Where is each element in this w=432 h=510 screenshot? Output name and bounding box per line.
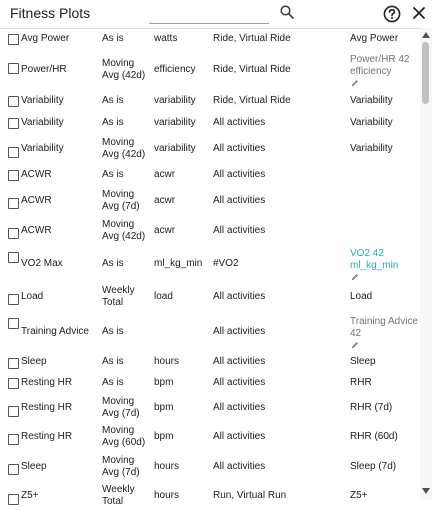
plot-label: Sleep (7d): [350, 461, 397, 472]
plot-label: RHR (60d): [350, 431, 398, 442]
plot-name: Power/HR: [21, 64, 67, 75]
plot-unit: acwr: [154, 169, 176, 180]
plot-row: [0, 482, 420, 510]
row-checkbox[interactable]: [8, 96, 19, 107]
plot-name: Variability: [21, 143, 64, 154]
plot-unit: variability: [154, 117, 196, 128]
plot-activities: All activities: [213, 377, 266, 388]
row-checkbox[interactable]: [8, 294, 19, 305]
row-checkbox[interactable]: [8, 198, 19, 209]
row-checkbox[interactable]: [8, 228, 19, 239]
plot-label: Power/HR 42 efficiency: [350, 54, 410, 77]
plot-row: [0, 134, 420, 164]
plot-label: Training Advice 42: [350, 316, 418, 339]
plot-activities: Ride, Virtual Ride: [213, 95, 291, 106]
plot-row: [0, 186, 420, 216]
plot-row: [0, 164, 420, 186]
plot-name: VO2 Max: [21, 258, 63, 269]
plot-unit: variability: [154, 95, 196, 106]
search-icon[interactable]: [279, 4, 295, 20]
plot-row: [0, 312, 420, 352]
plot-unit: acwr: [154, 225, 176, 236]
row-checkbox[interactable]: [8, 63, 19, 74]
plot-method: As is: [102, 258, 124, 269]
row-checkbox[interactable]: [8, 34, 19, 45]
plot-method: As is: [102, 356, 124, 367]
plot-unit: efficiency: [154, 64, 196, 75]
plot-row: [0, 422, 420, 452]
plot-activities: All activities: [213, 326, 266, 337]
pencil-icon[interactable]: [351, 273, 359, 281]
plot-method: Moving Avg (7d): [102, 455, 140, 478]
plot-method: As is: [102, 33, 124, 44]
plot-row: [0, 28, 420, 50]
plot-label: RHR (7d): [350, 402, 393, 413]
plot-label[interactable]: VO2 42 ml_kg_min: [350, 248, 399, 271]
plot-activities: All activities: [213, 225, 266, 236]
plot-activities: All activities: [213, 431, 266, 442]
plot-method: Moving Avg (42d): [102, 219, 146, 242]
plot-method: Moving Avg (42d): [102, 137, 146, 160]
plot-name: Variability: [21, 95, 64, 106]
close-icon[interactable]: [411, 5, 427, 21]
plot-name: Z5+: [21, 490, 39, 501]
plot-label: Variability: [350, 117, 393, 128]
plot-method: As is: [102, 95, 124, 106]
pencil-icon[interactable]: [351, 79, 359, 87]
plot-label: Load: [350, 291, 373, 302]
plot-activities: Ride, Virtual Ride: [213, 33, 291, 44]
plot-activities: All activities: [213, 143, 266, 154]
row-checkbox[interactable]: [8, 378, 19, 389]
row-checkbox[interactable]: [8, 464, 19, 475]
plot-name: Avg Power: [21, 33, 70, 44]
search-input[interactable]: [149, 23, 269, 24]
row-checkbox[interactable]: [8, 147, 19, 158]
plot-row: [0, 246, 420, 282]
plot-unit: bpm: [154, 431, 174, 442]
row-checkbox[interactable]: [8, 358, 19, 369]
plot-unit: load: [154, 291, 173, 302]
plot-row: [0, 452, 420, 482]
plot-unit: bpm: [154, 377, 174, 388]
plot-activities: All activities: [213, 356, 266, 367]
plot-unit: watts: [154, 33, 178, 44]
plot-row: [0, 352, 420, 372]
dialog-title: Fitness Plots: [10, 5, 91, 21]
plot-label: Z5+: [350, 490, 368, 501]
plot-name: Load: [21, 291, 44, 302]
plot-activities: #VO2: [213, 258, 239, 269]
pencil-icon[interactable]: [351, 341, 359, 349]
help-circle-icon[interactable]: [383, 5, 401, 23]
plot-method: As is: [102, 377, 124, 388]
plot-method: As is: [102, 169, 124, 180]
plot-name: Sleep: [21, 356, 47, 367]
plot-method: Moving Avg (60d): [102, 425, 146, 448]
plot-method: Weekly Total: [102, 285, 135, 308]
row-checkbox[interactable]: [8, 118, 19, 129]
plot-name: Resting HR: [21, 431, 73, 442]
plot-method: Moving Avg (7d): [102, 189, 140, 212]
plot-name: ACWR: [21, 169, 52, 180]
plot-activities: All activities: [213, 461, 266, 472]
plot-name: ACWR: [21, 225, 52, 236]
plot-method: As is: [102, 117, 124, 128]
plot-row: [0, 394, 420, 422]
plot-method: As is: [102, 326, 124, 337]
plot-method: Weekly Total: [102, 484, 135, 507]
plot-unit: ml_kg_min: [154, 258, 203, 269]
plot-unit: acwr: [154, 195, 176, 206]
plot-activities: All activities: [213, 291, 266, 302]
plot-label: Sleep: [350, 356, 376, 367]
plot-activities: Run, Virtual Run: [213, 490, 287, 501]
plot-name: Resting HR: [21, 377, 73, 388]
row-checkbox[interactable]: [8, 406, 19, 417]
plot-activities: Ride, Virtual Ride: [213, 64, 291, 75]
row-checkbox[interactable]: [8, 252, 19, 263]
plot-row: [0, 112, 420, 134]
plot-row: [0, 90, 420, 112]
scrollbar-thumb[interactable]: [422, 42, 429, 104]
plot-activities: All activities: [213, 402, 266, 413]
row-checkbox[interactable]: [8, 434, 19, 445]
plot-unit: hours: [154, 461, 180, 472]
plot-row: [0, 216, 420, 246]
plot-activities: All activities: [213, 117, 266, 128]
row-checkbox[interactable]: [8, 318, 19, 329]
plot-activities: All activities: [213, 169, 266, 180]
plot-method: Moving Avg (7d): [102, 396, 140, 419]
plot-label: Variability: [350, 95, 393, 106]
plot-unit: bpm: [154, 402, 174, 413]
plot-unit: variability: [154, 143, 196, 154]
plot-label: Variability: [350, 143, 393, 154]
row-checkbox[interactable]: [8, 170, 19, 181]
plot-row: [0, 50, 420, 90]
plot-method: Moving Avg (42d): [102, 58, 146, 81]
plot-name: Variability: [21, 117, 64, 128]
plot-name: ACWR: [21, 195, 52, 206]
plot-row: [0, 372, 420, 394]
plot-name: Sleep: [21, 461, 47, 472]
scroll-up-arrow-icon[interactable]: [422, 32, 430, 38]
plot-label: Avg Power: [350, 33, 399, 44]
plot-activities: All activities: [213, 195, 266, 206]
plot-name: Resting HR: [21, 402, 73, 413]
dialog-header: [0, 0, 432, 29]
plot-label: RHR: [350, 377, 372, 388]
plot-unit: hours: [154, 356, 180, 367]
scroll-down-arrow-icon[interactable]: [422, 488, 430, 494]
plot-row: [0, 282, 420, 312]
plot-name: Training Advice: [21, 326, 89, 337]
plot-unit: hours: [154, 490, 180, 501]
